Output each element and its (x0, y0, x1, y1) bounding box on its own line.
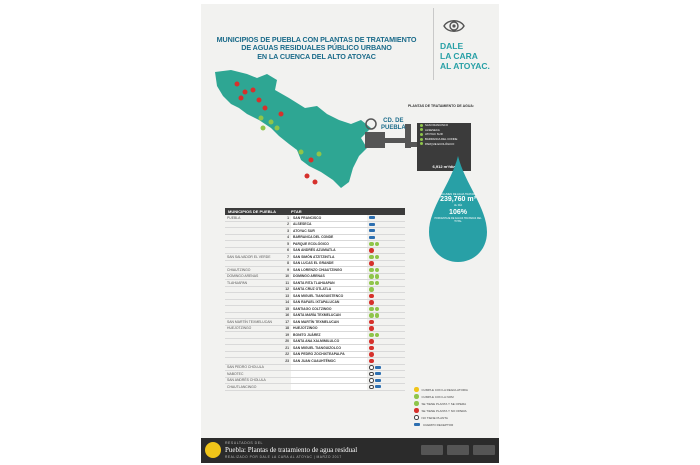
plant-name-cell: SANTA MARÍA TEXMELUCAN (291, 313, 367, 319)
legend-swatch-icon (414, 394, 419, 399)
plant-name-cell: SAN MARTÍN TEXMELUCAN (291, 319, 367, 325)
plant-name-cell (291, 378, 367, 384)
partner-logo (421, 445, 443, 455)
plant-name-cell: SAN LUCAS EL GRANDE (291, 261, 367, 267)
status-icons (367, 274, 405, 279)
status-icons (367, 359, 405, 364)
status-icons (367, 339, 405, 344)
title-line-2: DE AGUAS RESIDUALES PÚBLICO URBANO (241, 43, 392, 53)
status-dot-icon (375, 385, 381, 388)
status-icons (367, 236, 405, 239)
plant-number-cell: 12 (285, 287, 289, 292)
status-icons (367, 333, 405, 338)
municipality-cell: DOMINGO ARENAS (227, 274, 259, 279)
plant-item (417, 141, 471, 146)
plant-name-cell: SANTA ANA XALMIMILULCO (291, 339, 367, 345)
table-header (225, 208, 405, 215)
municipality-cell: TLAHUAPAN (227, 280, 248, 285)
plant-number-cell: 9 (287, 267, 289, 272)
status-icons (367, 223, 405, 226)
status-dot-icon (369, 268, 374, 273)
status-dot-icon (369, 359, 374, 364)
status-dot-icon (369, 307, 374, 312)
legend-item (414, 421, 494, 428)
status-icons (367, 242, 405, 247)
status-icons (367, 287, 405, 292)
status-dot-icon (420, 128, 423, 131)
title-line-1: MUNICIPIOS DE PUEBLA CON PLANTAS DE TRATAMIENTO (216, 35, 417, 44)
legend-swatch-icon (414, 423, 420, 426)
plant-name-cell: SANTA RITA TLAHUAPAN (291, 280, 367, 286)
status-icons (367, 229, 405, 232)
municipality-cell: HUEJOTZINGO (227, 326, 252, 331)
plant-label: ATOYAC SUR (425, 132, 443, 137)
status-dot-icon (375, 366, 381, 369)
status-icons (367, 281, 405, 286)
footer-logos (421, 445, 495, 455)
city-label-line-2: PUEBLA (381, 124, 406, 131)
plant-number-cell: 2 (287, 222, 289, 227)
table-row (225, 384, 405, 391)
drop-label-perday: AL DÍA (453, 204, 463, 208)
city-label-line-1: CD. DE (383, 118, 404, 124)
header-ptar: PTAR (291, 209, 302, 214)
status-dot-icon (369, 261, 374, 266)
status-dot-icon (369, 320, 374, 325)
plant-number-cell: 6 (287, 248, 289, 253)
status-dot-icon (369, 339, 374, 344)
legend-label: CUERPO RECEPTOR (423, 422, 454, 427)
drop-label-volume: VOLUMEN DE AGUA TRATADA (439, 193, 477, 196)
status-dot-icon (369, 326, 374, 331)
plant-number-cell: 16 (285, 313, 289, 318)
status-icons (367, 313, 405, 318)
status-icons (367, 326, 405, 331)
status-dot-icon (375, 274, 380, 279)
status-dot-icon (369, 313, 374, 318)
plant-name-cell: SAN ANDRÉS AZUMIATLA (291, 248, 367, 254)
municipality-cell: SAN PEDRO CHOLULA (227, 365, 264, 370)
status-dot-icon (369, 346, 374, 351)
plant-number-cell: 15 (285, 306, 289, 311)
plants-volume: 6,912 m³/día (417, 163, 471, 171)
magnifier-icon (205, 442, 221, 458)
municipality-cell: CHAUTLANCINGO (227, 384, 257, 389)
legend-swatch-icon (414, 415, 419, 420)
plant-name-cell: PARQUE ECOLÓGICO (291, 241, 367, 247)
plant-number-cell: 19 (285, 332, 289, 337)
plant-label: PARQUE ECOLÓGICO (425, 141, 455, 146)
legend-label: CUMPLE CON LA REGULATORIA (421, 387, 468, 392)
drop-value-percent: 106% (449, 209, 467, 217)
plant-name-cell: HUEJOTZINGO (291, 326, 367, 332)
plant-name-cell: ALSESECA (291, 222, 367, 228)
status-dot-icon (375, 307, 380, 312)
plant-number-cell: 18 (285, 326, 289, 331)
status-dot-icon (375, 379, 381, 382)
legend-swatch-icon (414, 401, 419, 406)
municipality-cell: NABOTEC (227, 371, 244, 376)
legend (414, 386, 494, 428)
plant-number-cell: 13 (285, 293, 289, 298)
status-dot-icon (420, 138, 423, 141)
legend-item (414, 400, 494, 407)
plant-number-cell: 3 (287, 228, 289, 233)
status-icons (367, 320, 405, 325)
partner-logo (473, 445, 495, 455)
plant-name-cell: SAN MIGUEL TIANGUIZOLCO (291, 345, 367, 351)
status-icons (367, 300, 405, 305)
status-dot-icon (375, 281, 380, 286)
plant-name-cell: SAN LORENZO CHIAUTZINGO (291, 267, 367, 273)
drop-stats (433, 193, 483, 223)
legend-item (414, 393, 494, 400)
plant-name-cell: BARRANCA DEL CONDE (291, 235, 367, 241)
plant-name-cell: SAN RAFAEL IXTAPALUCAN (291, 300, 367, 306)
status-icons (367, 352, 405, 357)
plants-table (225, 208, 405, 391)
status-dot-icon (369, 378, 374, 383)
status-dot-icon (369, 248, 374, 253)
drop-value-volume: 239,760 m³ (440, 196, 476, 204)
brand-line-3: AL ATOYAC. (440, 61, 490, 71)
brand-line-2: LA CARA (440, 51, 478, 61)
plant-name-cell: SAN SIMÓN ATZITZINTLA (291, 254, 367, 260)
status-icons (367, 378, 405, 383)
status-icons (367, 261, 405, 266)
status-icons (367, 216, 405, 219)
legend-item (414, 386, 494, 393)
status-dot-icon (369, 223, 375, 226)
status-dot-icon (369, 216, 375, 219)
plant-label: ALSESECA (425, 127, 440, 132)
plant-number-cell: 22 (285, 352, 289, 357)
status-dot-icon (369, 300, 374, 305)
legend-item (414, 414, 494, 421)
status-dot-icon (420, 124, 423, 127)
municipality-cell: SAN MARTÍN TEXMELUCAN (227, 319, 272, 324)
status-dot-icon (369, 229, 375, 232)
map-region (215, 70, 371, 188)
municipality-cell: SAN SALVADOR EL VERDE (227, 254, 271, 259)
table-body (225, 215, 405, 391)
brand-line-1: DALE (440, 41, 464, 51)
title-line-3: EN LA CUENCA DEL ALTO ATOYAC (257, 51, 376, 61)
status-dot-icon (369, 365, 374, 370)
plant-name-cell (291, 365, 367, 371)
status-dot-icon (375, 268, 380, 273)
partner-logo (447, 445, 469, 455)
status-dot-icon (375, 333, 380, 338)
plant-number-cell: 7 (287, 254, 289, 259)
municipality-cell: SAN ANDRÉS CHOLULA (227, 378, 266, 383)
status-icons (367, 294, 405, 299)
plant-name-cell: SAN MIGUEL TIANGUISTENCO (291, 293, 367, 299)
city-label (381, 118, 406, 131)
eye-icon (442, 14, 466, 38)
footer-title: Puebla: Plantas de tratamiento de agua residual (225, 446, 358, 454)
plant-number-cell: 14 (285, 300, 289, 305)
status-icons (367, 255, 405, 260)
plant-number-cell: 21 (285, 345, 289, 350)
status-dot-icon (369, 242, 374, 247)
status-dot-icon (369, 274, 374, 279)
status-icons (367, 268, 405, 273)
plants-heading: PLANTAS DE TRATAMIENTO DE AGUA: (407, 104, 475, 108)
status-dot-icon (369, 236, 375, 239)
page-title (209, 36, 424, 61)
status-icons (367, 365, 405, 370)
infographic-poster (201, 4, 499, 463)
plant-number-cell: 17 (285, 319, 289, 324)
status-dot-icon (375, 255, 380, 260)
footer-credit: REALIZADO POR DALE LA CARA AL ATOYAC | MARZO 2017 (225, 455, 342, 459)
status-icons (367, 307, 405, 312)
status-icons (367, 248, 405, 253)
plant-name-cell: DOMINGO ARENAS (291, 274, 367, 280)
legend-item (414, 407, 494, 414)
legend-label: SE TIENE PLANTA Y NO OPERA (421, 408, 467, 413)
plant-name-cell (291, 384, 367, 390)
status-dot-icon (420, 133, 423, 136)
legend-label: SE TIENE PLANTA Y SE OPERA (421, 401, 467, 406)
footer-kicker: RESULTADOS DEL (225, 441, 263, 445)
plant-number-cell: 20 (285, 339, 289, 344)
plant-number-cell: 8 (287, 261, 289, 266)
status-dot-icon (369, 352, 374, 357)
status-dot-icon (375, 313, 380, 318)
plant-name-cell: ATOYAC SUR (291, 228, 367, 234)
plant-number-cell: 4 (287, 235, 289, 240)
status-dot-icon (369, 281, 374, 286)
plant-label: SAN FRANCISCO (425, 123, 448, 128)
legend-label: CUMPLE CON LA NOM (421, 394, 454, 399)
plant-name-cell: SAN JUAN CUAUHTÉMOC (291, 358, 367, 364)
plant-number-cell: 23 (285, 358, 289, 363)
plant-number-cell: 5 (287, 241, 289, 246)
status-dot-icon (369, 294, 374, 299)
plant-number-cell: 10 (285, 274, 289, 279)
status-icons (367, 346, 405, 351)
plant-number-cell: 1 (287, 215, 289, 220)
drop-label-percent: PORCENTAJE DE AGUAS TRATADAS DEL TOTAL (434, 217, 482, 224)
legend-label: NO TIENE PLANTA (421, 415, 448, 420)
municipality-cell: CHIAUTZINGO (227, 267, 251, 272)
status-dot-icon (369, 372, 374, 377)
legend-swatch-icon (414, 387, 419, 392)
status-dot-icon (369, 385, 374, 390)
plant-name-cell: SAN FRANCISCO (291, 215, 367, 221)
status-dot-icon (369, 255, 374, 260)
status-icons (367, 385, 405, 390)
status-icons (367, 372, 405, 377)
legend-swatch-icon (414, 408, 419, 413)
plant-number-cell: 11 (285, 280, 289, 285)
status-dot-icon (375, 372, 381, 375)
municipality-cell: PUEBLA (227, 215, 241, 220)
plant-label: BARRANCA DEL CONDE (425, 137, 458, 142)
status-dot-icon (420, 142, 423, 145)
plant-name-cell: SANTA CRUZ OTLATLA (291, 287, 367, 293)
plant-name-cell: BONITO JUÁREZ (291, 332, 367, 338)
header-municipios: MUNICIPIOS DE PUEBLA (228, 209, 277, 214)
plant-name-cell (291, 371, 367, 377)
footer-banner (201, 438, 499, 463)
status-dot-icon (369, 287, 374, 292)
status-dot-icon (369, 333, 374, 338)
plant-name-cell: SAN PEDRO ZOCHIXTEAPALPA (291, 352, 367, 358)
plant-name-cell: SANTIAGO COLTZINGO (291, 306, 367, 312)
status-dot-icon (375, 242, 380, 247)
